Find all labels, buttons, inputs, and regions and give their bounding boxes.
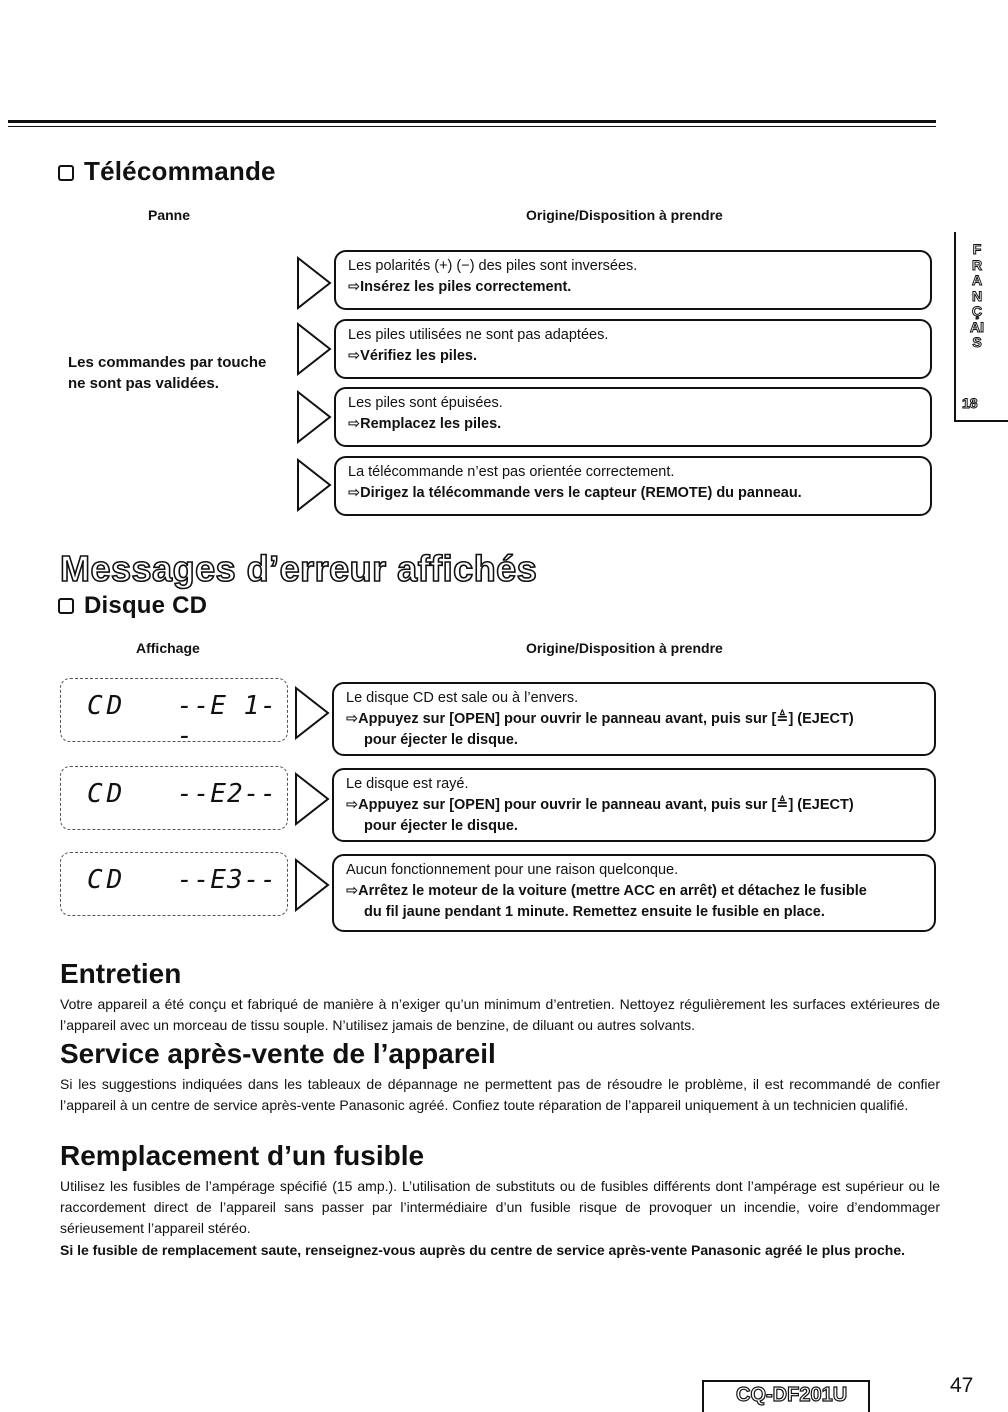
entretien-heading: Entretien (60, 958, 182, 989)
error-remedy-box-2 (332, 768, 936, 842)
service-text: Si les suggestions indiquées dans les tableaux de dépannage ne permettent pas de résoudre le problème, il est recommandé de confier l’appareil à un centre de service après-vente Panasonic agréé. Confiez toute réparation de l’appareil uniquement à un technicien qualifié. (60, 1076, 940, 1113)
affichage-col-header: Affichage (136, 640, 200, 656)
cause-text: Les polarités (+) (−) des piles sont inversées. (348, 258, 638, 274)
arrow-triangle-icon (296, 458, 332, 512)
cause-text: Les piles sont épuisées. (348, 395, 503, 411)
fusible-heading: Remplacement d’un fusible (60, 1140, 425, 1171)
symptom-line-1: Les commandes par touche (68, 354, 267, 371)
page-number: 47 (950, 1374, 974, 1397)
symptom-line-2: ne sont pas validées. (68, 375, 219, 392)
action-text: ⇨Insérez les piles correctement. (348, 279, 572, 295)
telecommande-heading (58, 156, 276, 187)
error-remedy-box-3 (332, 854, 936, 932)
fusible-text: Utilisez les fusibles de l’ampérage spécifié (15 amp.). L’utilisation de substituts ou de fusibles différents dont l’ampérage est supérieur ou le raccordement direct de l’appareil sans passer par l’intermédiaire d’un fusible risque de provoquer un incendie, voire d’endommager sérieusement l’appareil stéréo. (60, 1178, 940, 1236)
lcd-cd-text: CD (87, 865, 127, 895)
action-text: ⇨Dirigez la télécommande vers le capteur (REMOTE) du panneau. (348, 485, 802, 501)
panne-col-header: Panne (148, 207, 191, 223)
section-page-number: 18 (962, 395, 978, 411)
entretien-text: Votre appareil a été conçu et fabriqué de manière à n’exiger qu’un minimum d’entretien. Nettoyez régulièrement les surfaces extérieures de l’appareil avec un morceau de tissu souple. N’utilisez jamais de benzine, de diluant ou autres solvants. (60, 996, 940, 1033)
origine-col-header: Origine/Disposition à prendre (526, 207, 723, 223)
action-text: ⇨Remplacez les piles. (348, 416, 502, 432)
action-text: ⇨Arrêtez le moteur de la voiture (mettre ACC en arrêt) et détachez le fusible (346, 883, 867, 899)
origine-col-header-2: Origine/Disposition à prendre (526, 640, 723, 656)
arrow-triangle-icon (296, 256, 332, 310)
remedy-box-1 (334, 250, 932, 310)
action-text-cont: du fil jaune pendant 1 minute. Remettez ensuite le fusible en place. (364, 904, 825, 920)
remedy-box-3 (334, 387, 932, 447)
symptom-text (68, 352, 266, 394)
top-rule-thin (8, 126, 936, 127)
arrow-triangle-icon (294, 858, 330, 912)
lcd-error-code: --E3-- (177, 865, 277, 895)
checkbox-icon (58, 165, 74, 181)
cause-text: Les piles utilisées ne sont pas adaptées. (348, 327, 609, 343)
action-text: ⇨Vérifiez les piles. (348, 348, 478, 364)
lcd-cd-text: CD (87, 691, 127, 721)
lcd-display-e1 (60, 678, 288, 751)
remedy-box-2 (334, 319, 932, 379)
cause-text: Le disque CD est sale ou à l’envers. (346, 690, 579, 706)
action-text-cont: pour éjecter le disque. (364, 818, 518, 834)
remedy-box-4 (334, 456, 932, 516)
error-messages-title: Messages d’erreur affichés (60, 548, 538, 589)
cause-text: La télécommande n’est pas orientée correctement. (348, 464, 675, 480)
arrow-triangle-icon (296, 322, 332, 376)
action-text: ⇨Appuyez sur [OPEN] pour ouvrir le panneau avant, puis sur [≜] (EJECT) (346, 797, 854, 813)
top-rule (8, 120, 936, 123)
cause-text: Le disque est rayé. (346, 776, 469, 792)
service-heading: Service après-vente de l’appareil (60, 1038, 496, 1069)
disque-heading (58, 592, 207, 620)
arrow-triangle-icon (294, 686, 330, 740)
lcd-display-e3 (60, 852, 288, 916)
checkbox-icon (58, 598, 74, 614)
lcd-error-code: --E 1-- (177, 691, 277, 751)
model-number: CQ-DF201U (736, 1384, 848, 1406)
language-text: FRANÇAIS (970, 241, 984, 350)
language-label (964, 242, 990, 351)
error-remedy-box-1 (332, 682, 936, 756)
fusible-warning: Si le fusible de remplacement saute, renseignez-vous auprès du centre de service après-vente Panasonic agréé le plus proche. (60, 1242, 905, 1258)
lcd-error-code: --E2-- (177, 779, 277, 809)
cause-text: Aucun fonctionnement pour une raison quelconque. (346, 862, 679, 878)
action-text-cont: pour éjecter le disque. (364, 732, 518, 748)
lcd-display-e2 (60, 766, 288, 830)
disque-title: Disque CD (84, 592, 208, 619)
lcd-cd-text: CD (87, 779, 127, 809)
action-text: ⇨Appuyez sur [OPEN] pour ouvrir le panneau avant, puis sur [≜] (EJECT) (346, 711, 854, 727)
telecommande-title: Télécommande (84, 156, 276, 186)
arrow-triangle-icon (296, 390, 332, 444)
arrow-triangle-icon (294, 772, 330, 826)
